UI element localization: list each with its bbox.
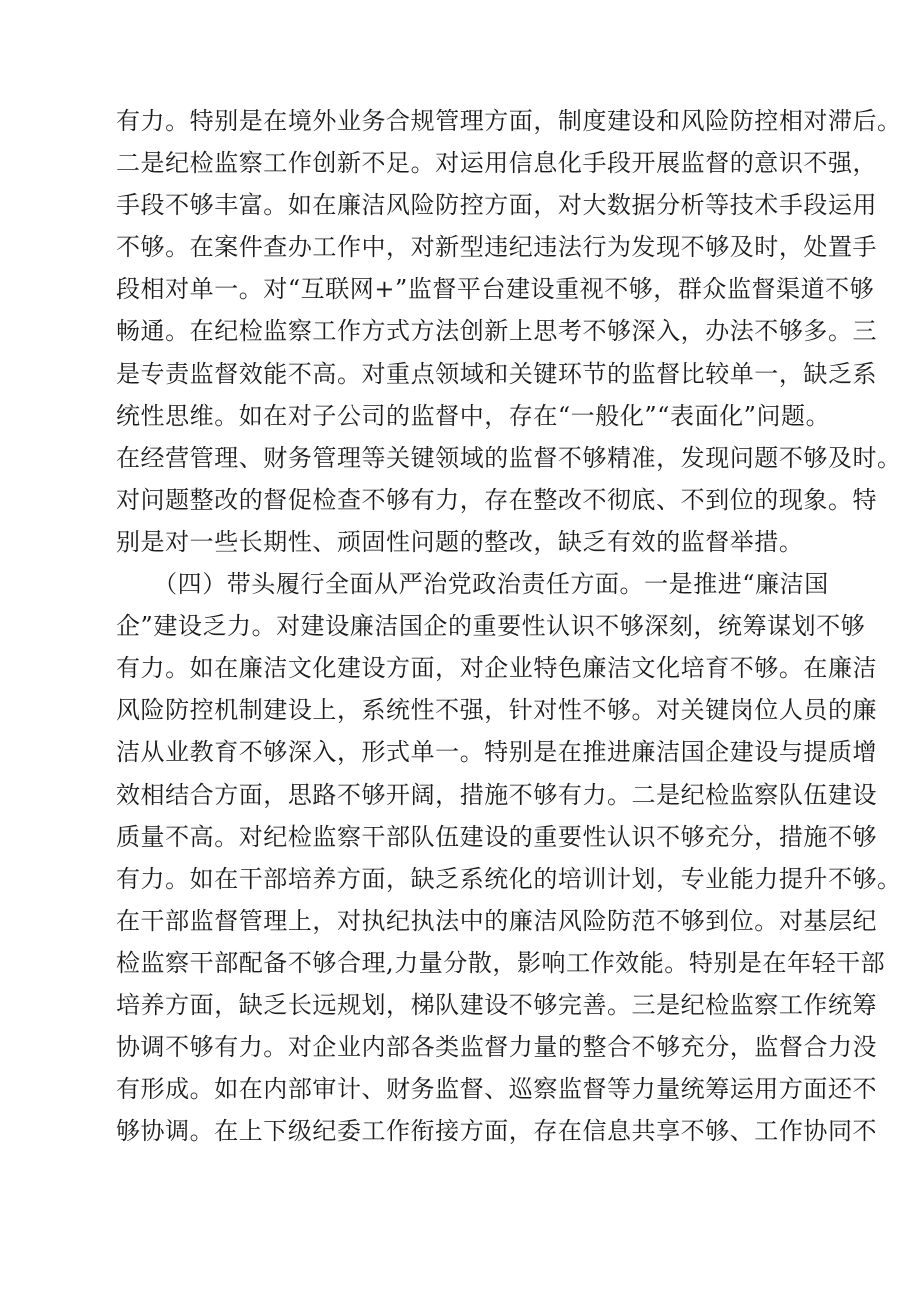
text-line: 不够。在案件查办工作中，对新型违纪违法行为发现不够及时，处置手	[116, 233, 878, 262]
text-line: 培养方面，缺乏长远规划，梯队建设不够完善。三是纪检监察工作统筹	[116, 990, 878, 1019]
text-line: 风险防控机制建设上，系统性不强，针对性不够。对关键岗位人员的廉	[116, 696, 878, 725]
text-line: 在干部监督管理上，对执纪执法中的廉洁风险防范不够到位。对基层纪	[116, 906, 878, 935]
text-line: 有力。如在廉洁文化建设方面，对企业特色廉洁文化培育不够。在廉洁	[116, 654, 878, 683]
text-line: 有力。特别是在境外业务合规管理方面，制度建设和风险防控相对滞后。	[116, 107, 902, 135]
text-line: 别是对一些长期性、顽固性问题的整改，缺乏有效的监督举措。	[116, 527, 804, 556]
text-line: 是专责监督效能不高。对重点领域和关键环节的监督比较单一，缺乏系	[116, 359, 878, 388]
text-line: 二是纪检监察工作创新不足。对运用信息化手段开展监督的意识不强，	[116, 149, 878, 178]
body-text	[116, 100, 902, 1152]
text-line: 对问题整改的督促检查不够有力，存在整改不彻底、不到位的现象。特	[116, 485, 878, 514]
text-line: 检监察干部配备不够合理,力量分散，影响工作效能。特别是在年轻干部	[116, 948, 886, 977]
text-line: 手段不够丰富。如在廉洁风险防控方面，对大数据分析等技术手段运用	[116, 191, 878, 220]
text-line: 协调不够有力。对企业内部各类监督力量的整合不够充分，监督合力没	[116, 1033, 878, 1062]
text-line: 统性思维。如在对子公司的监督中，存在“一般化”“表面化”问题。	[116, 401, 831, 430]
text-line: 有形成。如在内部审计、财务监督、巡察监督等力量统筹运用方面还不	[116, 1075, 878, 1104]
text-line: 段相对单一。对“互联网+”监督平台建设重视不够，群众监督渠道不够	[116, 275, 875, 304]
text-line: 洁从业教育不够深入，形式单一。特别是在推进廉洁国企建设与提质增	[116, 738, 878, 767]
text-line: 畅通。在纪检监察工作方式方法创新上思考不够深入，办法不够多。三	[116, 317, 878, 346]
text-line: 效相结合方面，思路不够开阔，措施不够有力。二是纪检监察队伍建设	[116, 780, 878, 809]
text-line: 在经营管理、财务管理等关键领域的监督不够精准，发现问题不够及时。	[116, 443, 902, 472]
text-line: 够协调。在上下级纪委工作衔接方面，存在信息共享不够、工作协同不	[116, 1117, 878, 1146]
section-heading-line: （四）带头履行全面从严治党政治责任方面。一是推进“廉洁国	[116, 570, 829, 599]
text-line: 质量不高。对纪检监察干部队伍建设的重要性认识不够充分，措施不够	[116, 822, 878, 851]
text-line: 有力。如在干部培养方面，缺乏系统化的培训计划，专业能力提升不够。	[116, 864, 902, 893]
text-line: 企”建设乏力。对建设廉洁国企的重要性认识不够深刻，统筹谋划不够	[116, 612, 866, 641]
